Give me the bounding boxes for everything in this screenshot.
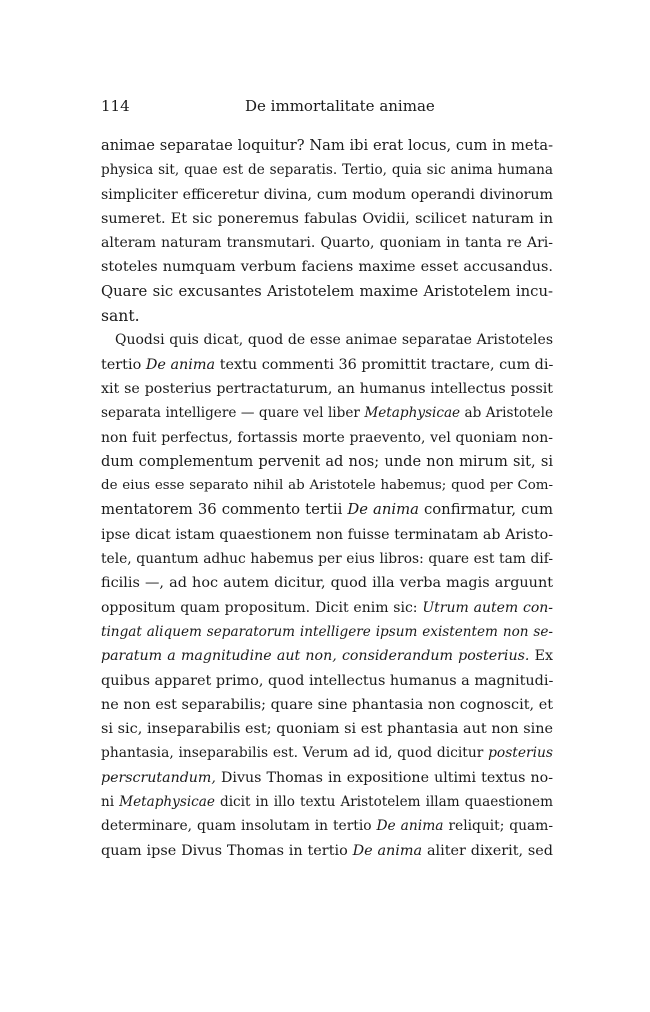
text-segment: separata intelligere — quare vel liber bbox=[101, 405, 365, 422]
text-segment: mentatorem 36 commento tertii bbox=[101, 501, 348, 519]
text-line bbox=[101, 183, 553, 207]
italic-text-segment: De anima bbox=[376, 818, 444, 835]
text-line bbox=[101, 596, 553, 620]
text-line bbox=[101, 717, 553, 741]
text-line bbox=[101, 644, 553, 668]
text-segment: Divus Thomas in expositione ultimi textus no- bbox=[215, 769, 553, 786]
page-header bbox=[101, 94, 553, 118]
text-line bbox=[101, 547, 553, 571]
text-line bbox=[101, 766, 553, 790]
text-segment: stoteles numquam verbum faciens maxime esset accusandus. bbox=[101, 259, 553, 276]
italic-text-segment: De anima bbox=[145, 356, 216, 373]
text-line bbox=[101, 498, 553, 522]
text-line bbox=[101, 571, 553, 595]
text-segment: Ex bbox=[529, 648, 553, 665]
text-line bbox=[101, 814, 553, 838]
text-segment: simpliciter efficeretur divina, cum modum operandi divinorum bbox=[101, 186, 553, 203]
text-segment: non fuit perfectus, fortassis morte praevento, vel quoniam non- bbox=[101, 429, 553, 446]
text-line bbox=[101, 401, 553, 425]
text-line bbox=[101, 231, 553, 255]
text-segment: dum complementum pervenit ad nos; unde non mirum sit, si bbox=[101, 452, 553, 470]
text-segment: confirmatur, cum bbox=[418, 501, 553, 519]
text-line bbox=[101, 304, 553, 328]
text-segment: reliquit; quam- bbox=[443, 818, 553, 835]
italic-text-segment: tingat aliquem separatorum intelligere ipsum existentem non se- bbox=[101, 623, 553, 640]
italic-text-segment: paratum a magnitudine aut non, considerandum posterius. bbox=[101, 648, 530, 665]
text-segment: ipse dicat istam quaestionem non fuisse terminatam ab Aristo- bbox=[101, 526, 553, 543]
text-line bbox=[101, 474, 553, 498]
italic-text-segment: De anima bbox=[352, 842, 423, 859]
italic-text-segment: perscrutandum, bbox=[101, 769, 216, 786]
text-segment: ni bbox=[101, 794, 120, 811]
text-segment: tertio bbox=[101, 356, 146, 373]
text-segment: quam ipse Divus Thomas in tertio bbox=[101, 842, 353, 859]
text-line bbox=[101, 693, 553, 717]
text-segment: aliter dixerit, sed bbox=[422, 842, 553, 859]
text-line bbox=[101, 620, 553, 644]
text-line bbox=[101, 158, 553, 182]
text-line bbox=[101, 669, 553, 693]
page-number: 114 bbox=[101, 97, 130, 115]
text-segment: phantasia, inseparabilis est. Verum ad id, quod dicitur bbox=[101, 745, 489, 762]
italic-text-segment: Metaphysicae bbox=[119, 794, 215, 811]
text-segment: ficilis —, ad hoc autem dicitur, quod illa verba magis arguunt bbox=[101, 575, 553, 592]
text-line bbox=[101, 328, 553, 352]
text-line bbox=[101, 134, 553, 158]
text-segment: xit se posterius pertractaturum, an humanus intellectus possit bbox=[101, 380, 553, 397]
body-text bbox=[101, 134, 553, 863]
text-segment: textu commenti 36 promittit tractare, cum di- bbox=[215, 356, 553, 373]
text-segment: Quodsi quis dicat, quod de esse animae separatae Aristoteles bbox=[115, 332, 553, 349]
text-segment: quibus apparet primo, quod intellectus humanus a magnitudi- bbox=[101, 672, 553, 689]
text-line bbox=[101, 523, 553, 547]
italic-text-segment: Metaphysicae bbox=[364, 405, 461, 422]
text-segment: Quare sic excusantes Aristotelem maxime Aristotelem incu- bbox=[101, 282, 553, 300]
text-line bbox=[101, 790, 553, 814]
text-segment: de eius esse separato nihil ab Aristotele habemus; quod per Com- bbox=[101, 478, 553, 494]
text-segment: alteram naturam transmutari. Quarto, quoniam in tanta re Ari- bbox=[101, 235, 553, 252]
italic-text-segment: posterius bbox=[488, 745, 553, 762]
text-segment: oppositum quam propositum. Dicit enim sic: bbox=[101, 599, 423, 616]
text-segment: sumeret. Et sic poneremus fabulas Ovidii, scilicet naturam in bbox=[101, 210, 553, 227]
text-segment: dicit in illo textu Aristotelem illam quaestionem bbox=[214, 794, 553, 811]
text-segment: animae separatae loquitur? Nam ibi erat locus, cum in meta- bbox=[101, 137, 553, 154]
text-line bbox=[101, 741, 553, 765]
text-line bbox=[101, 450, 553, 474]
text-segment: ne non est separabilis; quare sine phantasia non cognoscit, et bbox=[101, 696, 553, 713]
italic-text-segment: De anima bbox=[347, 501, 419, 519]
text-line bbox=[101, 426, 553, 450]
text-line bbox=[101, 255, 553, 279]
italic-text-segment: Utrum autem con- bbox=[422, 599, 553, 616]
text-segment: determinare, quam insolutam in tertio bbox=[101, 818, 377, 835]
text-line bbox=[101, 280, 553, 304]
running-title: De immortalitate animae bbox=[245, 97, 435, 115]
text-segment: physica sit, quae est de separatis. Tertio, quia sic anima humana bbox=[101, 162, 553, 179]
text-line bbox=[101, 207, 553, 231]
text-line bbox=[101, 353, 553, 377]
text-segment: ab Aristotele bbox=[460, 405, 553, 422]
text-segment: si sic, inseparabilis est; quoniam si est phantasia aut non sine bbox=[101, 721, 553, 738]
text-segment: sant. bbox=[101, 307, 140, 326]
text-line bbox=[101, 377, 553, 401]
text-line bbox=[101, 839, 553, 863]
text-segment: tele, quantum adhuc habemus per eius libros: quare est tam dif- bbox=[101, 551, 553, 568]
